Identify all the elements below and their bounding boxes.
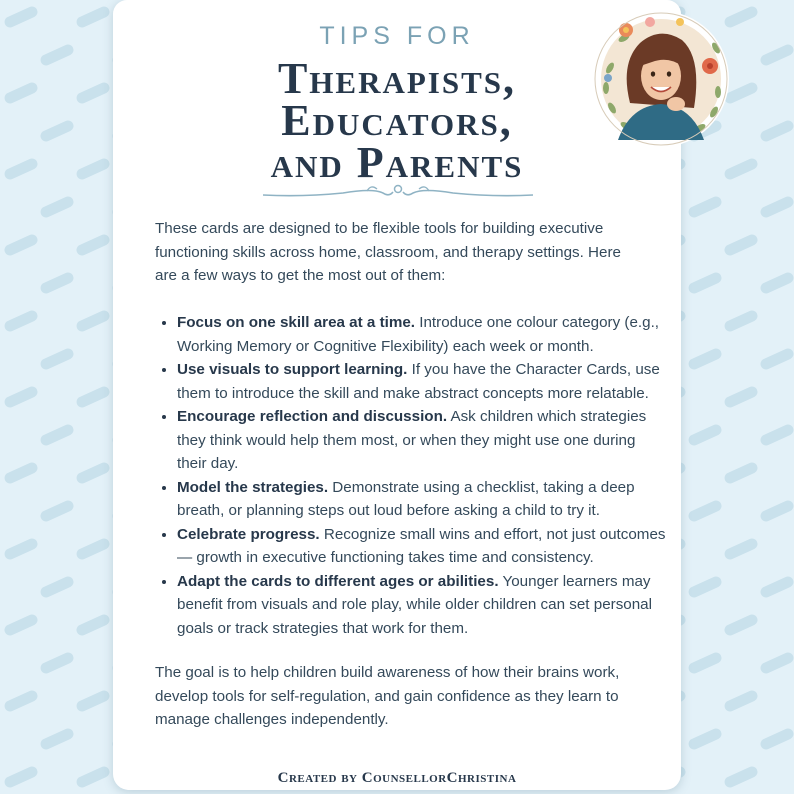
pattern-dash [46,506,68,516]
pattern-dash [766,202,788,212]
pattern-dash [766,126,788,136]
pattern-dash [10,88,32,98]
pattern-dash [10,12,32,22]
pattern-dash [730,12,752,22]
avatar-portrait-icon [590,8,732,150]
pattern-dash [766,278,788,288]
pattern-dash [694,582,716,592]
tip-heading: Use visuals to support learning. [177,361,408,378]
pattern-dash [10,696,32,706]
decorative-divider [263,180,533,204]
pattern-dash [730,392,752,402]
pattern-dash [82,544,104,554]
title-line-1: Therapists, [277,54,517,103]
tip-text: Younger learners may benefit from visuals and role play, while older children can set personal goals or track strategies that work for them. [177,572,653,637]
title-line-2: Educators, [281,96,513,145]
pattern-dash [766,354,788,364]
pattern-dash [46,734,68,744]
pattern-dash [82,164,104,174]
pattern-dash [10,392,32,402]
pattern-dash [730,468,752,478]
pattern-dash [46,202,68,212]
pattern-dash [46,354,68,364]
pattern-dash [694,734,716,744]
title-line-3: and Parents [270,138,524,187]
tip-heading: Model the strategies. [177,478,329,496]
list-item [177,570,667,641]
pattern-dash [10,468,32,478]
tip-heading: Adapt the cards to different ages or abilities. [177,572,499,590]
tip-text: If you have the Character Cards, use them to introduce the skill and make abstract concepts more relatable. [177,361,660,402]
pattern-dash [82,620,104,630]
tip-heading: Encourage reflection and discussion. [177,408,448,425]
pattern-dash [10,164,32,174]
pattern-dash [730,696,752,706]
pattern-dash [694,658,716,668]
pattern-dash [82,240,104,250]
pattern-dash [766,50,788,60]
pattern-dash [730,88,752,98]
pattern-dash [694,430,716,440]
pattern-dash [766,734,788,744]
pattern-dash [730,620,752,630]
pattern-dash [766,506,788,516]
pattern-dash [730,240,752,250]
pattern-dash [46,430,68,440]
pattern-dash [82,88,104,98]
pattern-dash [46,658,68,668]
pattern-dash [694,506,716,516]
pattern-dash [694,354,716,364]
pattern-dash [82,392,104,402]
list-item [177,405,667,476]
tip-text: Demonstrate using a checklist, taking a deep breath, or planning steps out loud before asking a child to try it. [177,478,635,519]
tip-text: Ask children which strategies they think would help them most, or when they might use one during their day. [177,408,647,472]
pattern-dash [46,50,68,60]
tip-text: Introduce one colour category (e.g., Working Memory or Cognitive Flexibility) each week or month. [177,314,660,355]
intro-paragraph: These cards are designed to be flexible tools for building executive functioning skills across home, classroom, and therapy settings. Here are a few ways to get the most out of them: [155,220,621,284]
pattern-dash [10,240,32,250]
pattern-dash [10,772,32,782]
tip-heading: Focus on one skill area at a time. [177,314,416,331]
list-item [177,358,667,405]
pattern-dash [10,544,32,554]
list-item [177,523,667,570]
pattern-dash [10,620,32,630]
pattern-dash [46,582,68,592]
pattern-dash [730,772,752,782]
tip-heading: Celebrate progress. [177,525,320,543]
subtitle: TIPS FOR [319,22,475,50]
pattern-dash [82,316,104,326]
pattern-dash [82,12,104,22]
pattern-dash [46,278,68,288]
list-item [177,311,667,358]
pattern-dash [694,202,716,212]
pattern-dash [730,164,752,174]
closing-paragraph: The goal is to help children build awareness of how their brains work, develop tools for self-regulation, and gain confidence as they learn to manage challenges independently. [155,664,620,728]
pattern-dash [82,468,104,478]
pattern-dash [82,772,104,782]
pattern-dash [82,696,104,706]
pattern-dash [766,658,788,668]
pattern-dash [10,316,32,326]
pattern-dash [730,544,752,554]
pattern-dash [730,316,752,326]
pattern-dash [766,582,788,592]
tips-list [155,311,667,640]
pattern-dash [766,430,788,440]
pattern-dash [46,126,68,136]
list-item [177,476,667,523]
pattern-dash [694,278,716,288]
tip-text: Recognize small wins and effort, not just outcomes — growth in executive functioning takes time and consistency. [177,525,666,566]
footer-credit: Created by CounsellorChristina [277,770,517,786]
